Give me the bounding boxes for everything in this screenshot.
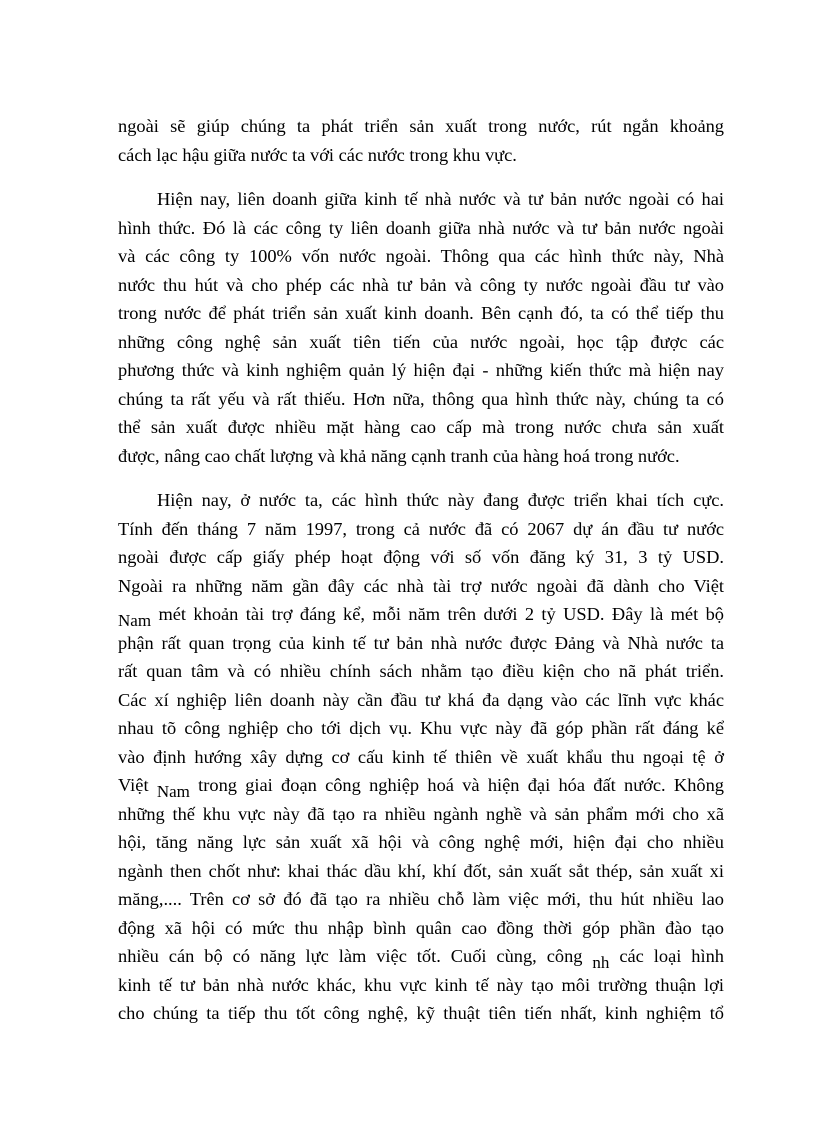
- text-line: cho chúng ta tiếp thu tốt công nghệ, kỹ thuật tiên tiến nhất, kinh nghiệm tổ: [118, 1003, 724, 1023]
- text-segment: nhiều cán bộ có năng lực làm việc tốt. Cuối cùng, công: [118, 946, 583, 966]
- text-line: rất quan tâm và có nhiều chính sách nhằm tạo điều kiện cho nã phát triển.: [118, 661, 724, 681]
- text-line: chúng ta rất yếu và rất thiếu. Hơn nữa, thông qua hình thức này, chúng ta có: [118, 388, 724, 409]
- text-line: cách lạc hậu giữa nước ta với các nước trong khu vực.: [118, 144, 517, 165]
- text-line: và các công ty 100% vốn nước ngoài. Thông qua các hình thức này, Nhà: [118, 246, 724, 266]
- text-line: những thế khu vực này đã tạo ra nhiều ngành nghề và sản phẩm mới cho xã: [118, 803, 724, 824]
- text-segment: mét khoản tài trợ đáng kể, mỗi năm trên dưới 2 tỷ USD. Đây là mét bộ: [158, 604, 724, 624]
- text-line: nhau tõ công nghiệp cho tới dịch vụ. Khu vực này đã góp phần rất đáng kể: [118, 718, 724, 738]
- paragraph-2: [118, 185, 724, 470]
- text-line: nước thu hút và cho phép các nhà tư bản và công ty nước ngoài đầu tư vào: [118, 274, 724, 295]
- text-line: Các xí nghiệp liên doanh này cần đầu tư khá đa dạng vào các lĩnh vực khác: [118, 689, 724, 710]
- text-line: vào định hướng xây dựng cơ cấu kinh tế thiên về xuất khẩu thu ngoại tệ ở: [118, 746, 724, 767]
- text-line: Hiện nay, ở nước ta, các hình thức này đang được triển khai tích cực.: [157, 490, 724, 510]
- text-line: kinh tế tư bản nhà nước khác, khu vực kinh tế này tạo môi trường thuận lợi: [118, 974, 724, 995]
- paragraph-1: [118, 112, 724, 169]
- text-line: phương thức và kinh nghiệm quản lý hiện đại - những kiến thức mà hiện nay: [118, 360, 724, 380]
- text-line: ngoài sẽ giúp chúng ta phát triển sản xuất trong nước, rút ngắn khoảng: [118, 116, 724, 136]
- text-line: thể sản xuất được nhiều mặt hàng cao cấp mà trong nước chưa sản xuất: [118, 417, 724, 437]
- text-line-with-subscript: [118, 942, 724, 971]
- text-line-with-subscript: [118, 600, 724, 629]
- text-line: Hiện nay, liên doanh giữa kinh tế nhà nước và tư bản nước ngoài có hai: [157, 189, 724, 209]
- subscript-text: Nam: [118, 611, 152, 630]
- text-segment: trong giai đoạn công nghiệp hoá và hiện đại hóa đất nước. Không: [198, 775, 724, 795]
- text-line-with-subscript: [118, 771, 724, 800]
- subscript-text: nh: [592, 953, 610, 972]
- document-body: [118, 112, 724, 1044]
- text-line: trong nước để phát triển sản xuất kinh doanh. Bên cạnh đó, ta có thể tiếp thu: [118, 303, 724, 323]
- text-line: hội, tăng năng lực sản xuất xã hội và công nghệ mới, hiện đại cho nhiều: [118, 832, 724, 852]
- text-segment: các loại hình: [619, 946, 724, 966]
- text-segment: Việt: [118, 775, 149, 795]
- text-line: phận rất quan trọng của kinh tế tư bản nhà nước được Đảng và Nhà nước ta: [118, 632, 724, 653]
- text-line: Tính đến tháng 7 năm 1997, trong cả nước đã có 2067 dự án đầu tư nước: [118, 518, 724, 539]
- subscript-text: Nam: [156, 782, 190, 801]
- text-line: được, nâng cao chất lượng và khả năng cạnh tranh của hàng hoá trong nước.: [118, 445, 680, 466]
- text-line: măng,.... Trên cơ sở đó đã tạo ra nhiều chỗ làm việc mới, thu hút nhiều lao: [118, 889, 724, 909]
- text-line: động xã hội có mức thu nhập bình quân cao đồng thời góp phần đào tạo: [118, 917, 724, 938]
- text-line: ngành then chốt như: khai thác dầu khí, khí đốt, sản xuất sắt thép, sản xuất xi: [118, 860, 724, 881]
- paragraph-3: [118, 486, 724, 1028]
- text-line: những công nghệ sản xuất tiên tiến của nước ngoài, học tập được các: [118, 331, 724, 352]
- text-line: ngoài được cấp giấy phép hoạt động với số vốn đăng ký 31, 3 tỷ USD.: [118, 547, 724, 567]
- text-line: Ngoài ra những năm gần đây các nhà tài trợ nước ngoài đã dành cho Việt: [118, 575, 724, 596]
- text-line: hình thức. Đó là các công ty liên doanh giữa nhà nước và tư bản nước ngoài: [118, 217, 724, 238]
